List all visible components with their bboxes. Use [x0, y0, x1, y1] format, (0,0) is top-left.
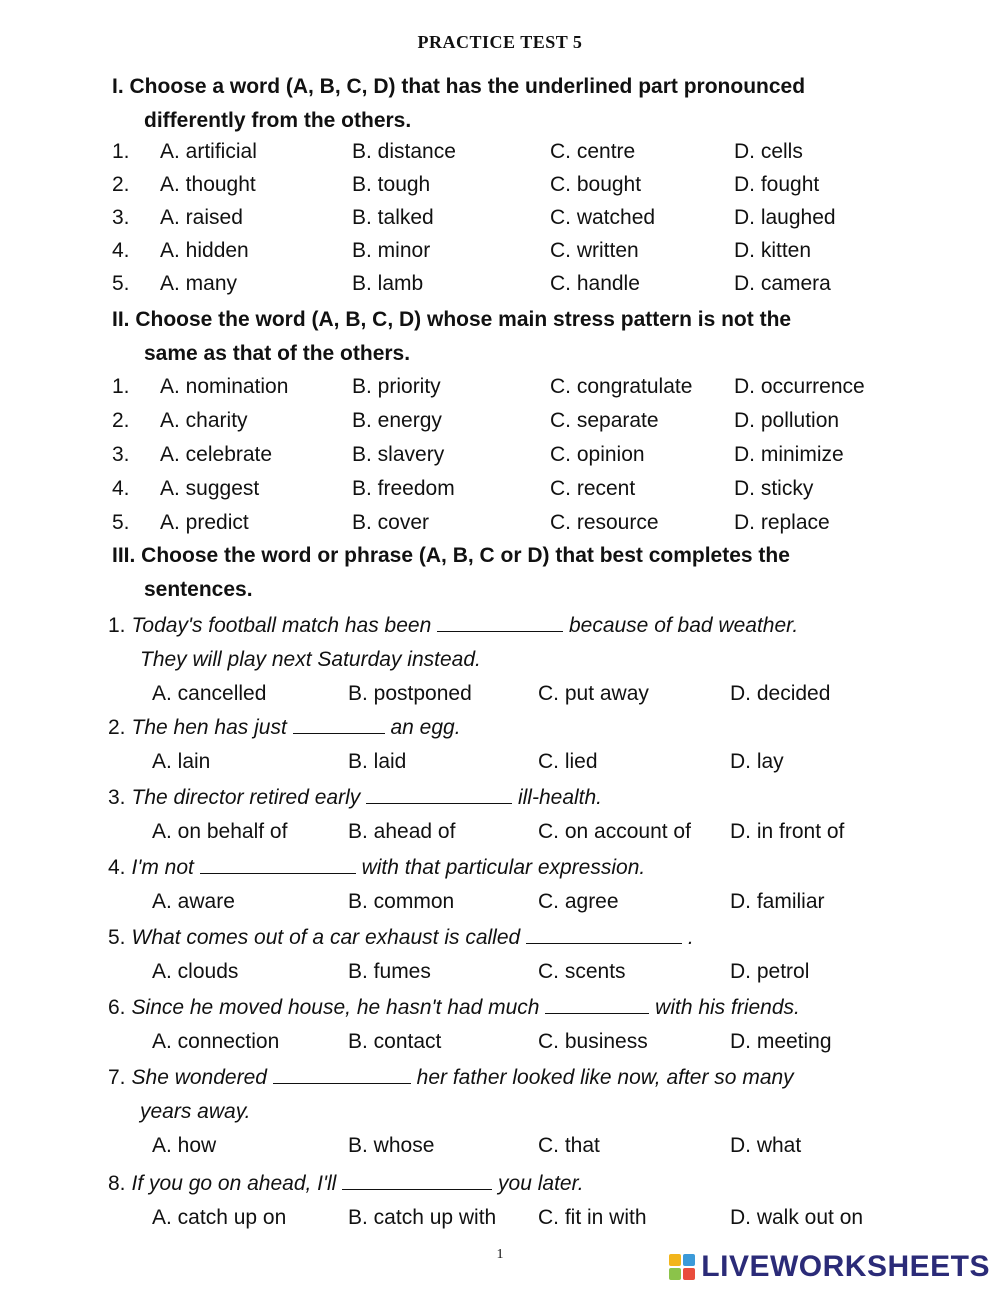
- liveworksheets-logo-icon: [669, 1254, 695, 1280]
- option-d[interactable]: D. cells: [734, 140, 803, 163]
- option-d[interactable]: D. sticky: [734, 477, 814, 500]
- question-text-continued: They will play next Saturday instead.: [140, 648, 481, 671]
- question-text-before: What comes out of a car exhaust is called: [131, 926, 521, 949]
- option-d[interactable]: D. familiar: [730, 890, 825, 913]
- question-number: 6.: [108, 996, 126, 1019]
- option-c[interactable]: C. handle: [550, 272, 640, 295]
- option-b[interactable]: B. contact: [348, 1030, 442, 1053]
- option-a[interactable]: A. lain: [152, 750, 211, 773]
- option-a[interactable]: A. predict: [160, 511, 249, 534]
- option-c[interactable]: C. business: [538, 1030, 648, 1053]
- options-row: [112, 1025, 912, 1059]
- question-number: 1.: [112, 375, 130, 398]
- question-text-before: The director retired early: [131, 786, 361, 809]
- answer-blank[interactable]: [526, 923, 682, 944]
- question-number: 5.: [108, 926, 126, 949]
- option-d[interactable]: D. replace: [734, 511, 830, 534]
- option-d[interactable]: D. fought: [734, 173, 820, 196]
- option-a[interactable]: A. on behalf of: [152, 820, 288, 843]
- option-b[interactable]: B. lamb: [352, 272, 424, 295]
- section-3-heading-line2: sentences.: [144, 578, 253, 601]
- option-c[interactable]: C. separate: [550, 409, 659, 432]
- question-row: [112, 370, 912, 404]
- question-number: 4.: [112, 239, 130, 262]
- option-d[interactable]: D. walk out on: [730, 1206, 864, 1229]
- option-b[interactable]: B. catch up with: [348, 1206, 497, 1229]
- question-8: [108, 1167, 898, 1201]
- option-a[interactable]: A. clouds: [152, 960, 239, 983]
- answer-blank[interactable]: [200, 853, 356, 874]
- option-c[interactable]: C. written: [550, 239, 639, 262]
- section-2-heading-line1: II. Choose the word (A, B, C, D) whose main stress pattern is not the: [112, 308, 792, 331]
- question-text-continued: years away.: [140, 1100, 251, 1123]
- option-d[interactable]: D. lay: [730, 750, 784, 773]
- option-a[interactable]: A. celebrate: [160, 443, 273, 466]
- section-3-heading-line1: III. Choose the word or phrase (A, B, C or D) that best completes the: [112, 544, 790, 567]
- question-row: [112, 472, 912, 506]
- section-1-heading: [112, 70, 912, 138]
- section-1-heading-line2: differently from the others.: [144, 109, 412, 132]
- brand-text: LIVEWORKSHEETS: [701, 1250, 990, 1283]
- option-a[interactable]: A. nomination: [160, 375, 289, 398]
- question-number: 2.: [112, 409, 130, 432]
- option-b[interactable]: B. slavery: [352, 443, 445, 466]
- question-number: 1.: [112, 140, 130, 163]
- option-c[interactable]: C. recent: [550, 477, 636, 500]
- option-b[interactable]: B. cover: [352, 511, 430, 534]
- question-row: [112, 135, 912, 169]
- question-row: [112, 506, 912, 540]
- option-d[interactable]: D. petrol: [730, 960, 810, 983]
- option-b[interactable]: B. minor: [352, 239, 431, 262]
- question-text-after: you later.: [498, 1172, 584, 1195]
- option-b[interactable]: B. whose: [348, 1134, 435, 1157]
- option-d[interactable]: D. meeting: [730, 1030, 832, 1053]
- question-7: [108, 1061, 898, 1129]
- question-text-after: ill-health.: [517, 786, 603, 809]
- options-row: [112, 815, 912, 849]
- option-d[interactable]: D. pollution: [734, 409, 840, 432]
- question-text-before: Today's football match has been: [131, 614, 432, 637]
- option-a[interactable]: A. charity: [160, 409, 248, 432]
- question-row: [112, 267, 912, 301]
- question-number: 8.: [108, 1172, 126, 1195]
- question-2: [108, 711, 898, 745]
- option-c[interactable]: C. that: [538, 1134, 600, 1157]
- question-text-before: Since he moved house, he hasn't had much: [131, 996, 540, 1019]
- question-text-before: I'm not: [131, 856, 194, 879]
- option-b[interactable]: B. distance: [352, 140, 456, 163]
- option-c[interactable]: C. agree: [538, 890, 619, 913]
- page-number: 1: [496, 1247, 504, 1262]
- question-number: 4.: [112, 477, 130, 500]
- question-text-after: .: [687, 926, 694, 949]
- question-number: 7.: [108, 1066, 126, 1089]
- section-3-heading: [112, 539, 912, 607]
- question-text-after: her father looked like now, after so many: [416, 1066, 794, 1089]
- option-b[interactable]: B. freedom: [352, 477, 455, 500]
- question-number: 4.: [108, 856, 126, 879]
- options-row: [112, 885, 912, 919]
- option-d[interactable]: D. minimize: [734, 443, 844, 466]
- question-row: [112, 438, 912, 472]
- option-d[interactable]: D. occurrence: [734, 375, 865, 398]
- option-c[interactable]: C. opinion: [550, 443, 645, 466]
- question-row: [112, 201, 912, 235]
- option-b[interactable]: B. postponed: [348, 682, 472, 705]
- option-b[interactable]: B. common: [348, 890, 455, 913]
- question-3: [108, 781, 898, 815]
- option-d[interactable]: D. what: [730, 1134, 802, 1157]
- section-2-heading-line2: same as that of the others.: [144, 342, 411, 365]
- question-4: [108, 851, 898, 885]
- page-title: PRACTICE TEST 5: [417, 32, 583, 52]
- section-1-heading-line1: I. Choose a word (A, B, C, D) that has the underlined part pronounced: [112, 75, 806, 98]
- option-a[interactable]: A. many: [160, 272, 238, 295]
- question-number: 1.: [108, 614, 126, 637]
- option-c[interactable]: C. watched: [550, 206, 656, 229]
- options-row: [112, 745, 912, 779]
- question-number: 5.: [112, 511, 130, 534]
- question-text-after: with that particular expression.: [361, 856, 646, 879]
- option-b[interactable]: B. ahead of: [348, 820, 456, 843]
- question-number: 3.: [112, 443, 130, 466]
- question-6: [108, 991, 898, 1025]
- option-a[interactable]: A. raised: [160, 206, 243, 229]
- option-c[interactable]: C. scents: [538, 960, 626, 983]
- question-text-after: an egg.: [390, 716, 461, 739]
- question-row: [112, 404, 912, 438]
- option-c[interactable]: C. centre: [550, 140, 636, 163]
- option-b[interactable]: B. tough: [352, 173, 431, 196]
- question-5: [108, 921, 898, 955]
- answer-blank[interactable]: [437, 611, 563, 632]
- options-row: [112, 1129, 912, 1163]
- question-text-before: If you go on ahead, I'll: [131, 1172, 337, 1195]
- option-b[interactable]: B. laid: [348, 750, 407, 773]
- question-row: [112, 234, 912, 268]
- option-a[interactable]: A. thought: [160, 173, 256, 196]
- question-text-before: The hen has just: [131, 716, 287, 739]
- option-b[interactable]: B. energy: [352, 409, 442, 432]
- option-c[interactable]: C. bought: [550, 173, 642, 196]
- liveworksheets-brand[interactable]: [669, 1250, 990, 1284]
- option-b[interactable]: B. talked: [352, 206, 434, 229]
- option-c[interactable]: C. put away: [538, 682, 649, 705]
- option-a[interactable]: A. aware: [152, 890, 235, 913]
- option-b[interactable]: B. priority: [352, 375, 441, 398]
- option-b[interactable]: B. fumes: [348, 960, 431, 983]
- answer-blank[interactable]: [273, 1063, 411, 1084]
- options-row: [112, 677, 912, 711]
- question-number: 2.: [112, 173, 130, 196]
- option-d[interactable]: D. laughed: [734, 206, 836, 229]
- question-number: 5.: [112, 272, 130, 295]
- question-number: 3.: [112, 206, 130, 229]
- option-c[interactable]: C. fit in with: [538, 1206, 647, 1229]
- question-text-after: with his friends.: [655, 996, 800, 1019]
- question-number: 3.: [108, 786, 126, 809]
- option-d[interactable]: D. camera: [734, 272, 831, 295]
- option-d[interactable]: D. in front of: [730, 820, 845, 843]
- question-number: 2.: [108, 716, 126, 739]
- option-a[interactable]: A. connection: [152, 1030, 280, 1053]
- answer-blank[interactable]: [545, 993, 649, 1014]
- option-a[interactable]: A. artificial: [160, 140, 257, 163]
- option-d[interactable]: D. decided: [730, 682, 831, 705]
- answer-blank[interactable]: [366, 783, 512, 804]
- answer-blank[interactable]: [342, 1169, 492, 1190]
- option-a[interactable]: A. how: [152, 1134, 217, 1157]
- option-a[interactable]: A. suggest: [160, 477, 260, 500]
- option-c[interactable]: C. resource: [550, 511, 659, 534]
- option-c[interactable]: C. congratulate: [550, 375, 693, 398]
- question-text-after: because of bad weather.: [568, 614, 799, 637]
- section-2-heading: [112, 303, 912, 371]
- question-1: [108, 609, 898, 677]
- options-row: [112, 1201, 912, 1235]
- options-row: [112, 955, 912, 989]
- option-c[interactable]: C. lied: [538, 750, 598, 773]
- question-row: [112, 168, 912, 202]
- option-a[interactable]: A. catch up on: [152, 1206, 287, 1229]
- question-text-before: She wondered: [131, 1066, 267, 1089]
- option-d[interactable]: D. kitten: [734, 239, 812, 262]
- option-a[interactable]: A. cancelled: [152, 682, 267, 705]
- answer-blank[interactable]: [293, 713, 385, 734]
- option-a[interactable]: A. hidden: [160, 239, 249, 262]
- option-c[interactable]: C. on account of: [538, 820, 691, 843]
